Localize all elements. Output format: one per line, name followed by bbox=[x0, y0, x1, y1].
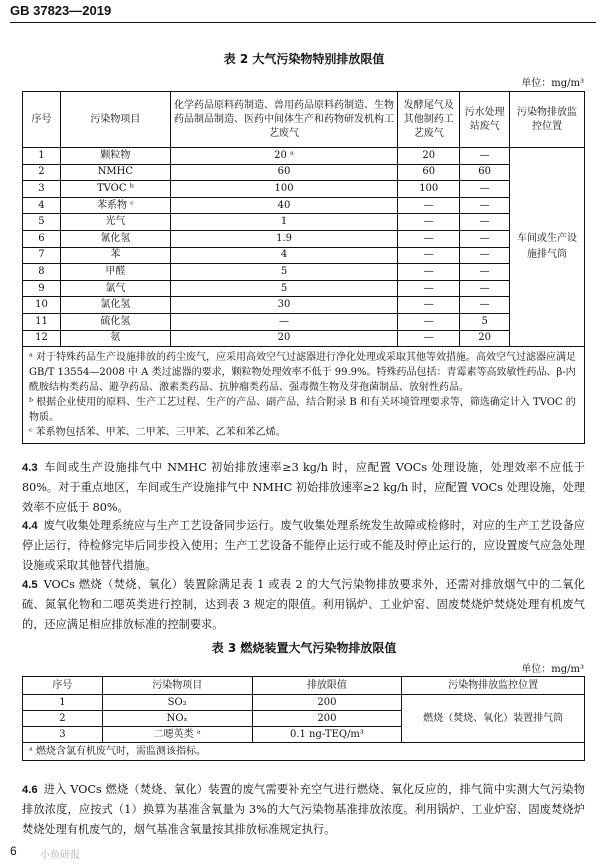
header-cell: 污染物排放监控位置 bbox=[402, 677, 585, 695]
page-number: 6 bbox=[10, 844, 17, 858]
table-cell: — bbox=[170, 313, 398, 330]
standard-number: GB 37823—2019 bbox=[10, 3, 112, 18]
header-cell: 污染物排放监控位置 bbox=[510, 92, 585, 148]
table-cell: 二噁英类 ᵃ bbox=[102, 727, 252, 743]
table-cell: — bbox=[398, 313, 460, 330]
table-cell: — bbox=[398, 214, 460, 231]
table-cell: 60 bbox=[460, 164, 510, 181]
table3-header-row bbox=[23, 677, 585, 695]
table-cell: 40 bbox=[170, 197, 398, 214]
monitor-location-cell: 车间或生产设施排气筒 bbox=[510, 148, 585, 347]
table2-caption: 表 2 大气污染物特别排放限值 bbox=[223, 52, 385, 66]
table2-unit: 单位：mg/m³ bbox=[521, 78, 584, 89]
table-cell: 颗粒物 bbox=[60, 148, 170, 165]
table-row bbox=[23, 181, 585, 198]
table2-header-row bbox=[23, 92, 585, 148]
table-cell: 氯化氢 bbox=[60, 297, 170, 314]
table-cell: NOₓ bbox=[102, 711, 252, 727]
table2-notes-row bbox=[23, 347, 585, 444]
table-cell: 0.1 ng-TEQ/m³ bbox=[252, 727, 402, 743]
table-cell: 10 bbox=[23, 297, 61, 314]
table-cell: — bbox=[460, 197, 510, 214]
table-row bbox=[23, 214, 585, 231]
table-cell: TVOC ᵇ bbox=[60, 181, 170, 198]
table-cell: — bbox=[398, 230, 460, 247]
table3-note: ᵃ 燃烧含氯有机废气时，需监测该指标。 bbox=[23, 743, 585, 761]
table-cell: 8 bbox=[23, 264, 61, 281]
table-cell: 5 bbox=[170, 280, 398, 297]
table-cell: — bbox=[460, 247, 510, 264]
table2-note: ᶜ 苯系物包括苯、甲苯、二甲苯、三甲苯、乙苯和苯乙烯。 bbox=[29, 427, 286, 439]
table-cell: 2 bbox=[23, 711, 103, 727]
section-number: 4.6 bbox=[22, 784, 38, 796]
table-cell: 1.9 bbox=[170, 230, 398, 247]
table3 bbox=[22, 676, 585, 761]
table-cell: 200 bbox=[252, 711, 402, 727]
table-cell: — bbox=[460, 264, 510, 281]
table-cell: 60 bbox=[398, 164, 460, 181]
table-cell: 9 bbox=[23, 280, 61, 297]
table-cell: 20 ᵃ bbox=[170, 148, 398, 165]
table-row bbox=[23, 313, 585, 330]
table-cell: 苯 bbox=[60, 247, 170, 264]
section-text: 进入 VOCs 燃烧（焚烧、氧化）装置的废气需要补充空气进行燃烧、氧化反应的，排气筒中实测大气污染物排放浓度，应按式（1）换算为基准含氧量为 3%的大气污染物基准排放浓度。利用锅炉、工业炉窑、固废焚烧炉焚烧处理有机废气的，烟气基准含氧量按其排放标准规定执行。 bbox=[22, 783, 585, 836]
table-row bbox=[23, 280, 585, 297]
section-4-3 bbox=[22, 458, 585, 518]
table-cell: 甲醛 bbox=[60, 264, 170, 281]
table2-notes bbox=[23, 347, 585, 444]
section-4-4 bbox=[22, 516, 585, 576]
table-cell: — bbox=[398, 264, 460, 281]
table-cell: — bbox=[460, 181, 510, 198]
table-cell: 100 bbox=[398, 181, 460, 198]
table-cell: 5 bbox=[460, 313, 510, 330]
table-cell: — bbox=[460, 230, 510, 247]
header-cell: 序号 bbox=[23, 92, 61, 148]
section-text: 废气收集处理系统应与生产工艺设备同步运行。废气收集处理系统发生故障或检修时，对应的生产工艺设备应停止运行，待检修完毕后同步投入使用；生产工艺设备不能停止运行或不能及时停止运行的，应设置废气应急处理设施或采取其他替代措施。 bbox=[22, 519, 585, 572]
table-cell: 5 bbox=[170, 264, 398, 281]
table3-caption: 表 3 燃烧装置大气污染物排放限值 bbox=[211, 641, 397, 655]
table-row bbox=[23, 148, 585, 165]
table-cell: 60 bbox=[170, 164, 398, 181]
table-cell: 3 bbox=[23, 727, 103, 743]
header-cell: 污染物项目 bbox=[60, 92, 170, 148]
header-cell: 污水处理站废气 bbox=[460, 92, 510, 148]
table-cell: NMHC bbox=[60, 164, 170, 181]
monitor-location-cell: 燃烧（焚烧、氧化）装置排气筒 bbox=[402, 695, 585, 743]
table-row bbox=[23, 297, 585, 314]
watermark: 小鱼研报 bbox=[40, 850, 80, 861]
table-cell: 3 bbox=[23, 181, 61, 198]
table-cell: 20 bbox=[460, 330, 510, 347]
table2-note: ᵇ 根据企业使用的原料、生产工艺过程、生产的产品、副产品，结合附录 B 和有关环境管理要求等，筛选确定计入 TVOC 的物质。 bbox=[29, 397, 576, 424]
table-cell: SO₂ bbox=[102, 695, 252, 711]
table-cell: 苯系物 ᶜ bbox=[60, 197, 170, 214]
header-cell: 序号 bbox=[23, 677, 103, 695]
table-cell: 1 bbox=[23, 695, 103, 711]
header-cell: 发酵尾气及其他制药工艺废气 bbox=[398, 92, 460, 148]
table-cell: 12 bbox=[23, 330, 61, 347]
table3-unit: 单位：mg/m³ bbox=[521, 664, 584, 675]
table-row bbox=[23, 695, 585, 711]
table-cell: 4 bbox=[170, 247, 398, 264]
table-cell: — bbox=[460, 297, 510, 314]
table-cell: 1 bbox=[170, 214, 398, 231]
table-row bbox=[23, 247, 585, 264]
table-cell: 2 bbox=[23, 164, 61, 181]
table-cell: 7 bbox=[23, 247, 61, 264]
table-row bbox=[23, 330, 585, 347]
table-cell: 4 bbox=[23, 197, 61, 214]
table3-note-row bbox=[23, 743, 585, 761]
section-number: 4.3 bbox=[22, 462, 38, 474]
table-cell: 1 bbox=[23, 148, 61, 165]
table-cell: 11 bbox=[23, 313, 61, 330]
table-cell: 20 bbox=[398, 148, 460, 165]
table-cell: — bbox=[460, 280, 510, 297]
table-cell: 氯气 bbox=[60, 280, 170, 297]
table-cell: — bbox=[398, 280, 460, 297]
header-cell: 化学药品原料药制造、兽用药品原料药制造、生物药品制品制造、医药中间体生产和药物研发机构工艺废气 bbox=[170, 92, 398, 148]
table-cell: 5 bbox=[23, 214, 61, 231]
table-cell: 6 bbox=[23, 230, 61, 247]
table-row bbox=[23, 264, 585, 281]
table-cell: — bbox=[398, 297, 460, 314]
table-cell: — bbox=[398, 197, 460, 214]
table-cell: 氨 bbox=[60, 330, 170, 347]
table2-note: ᵃ 对于特殊药品生产设施排放的药尘废气，应采用高效空气过滤器进行净化处理或采取其他等效措施。高效空气过滤器应满足 GB/T 13554—2008 中 A 类过滤器的要求，颗粒物处理效率不低于 99.9%。特殊药品包括：青霉素等高致敏性药品、β-内酰胺结构类药品、避孕药品、激素类药品、抗肿瘤类药品、强毒微生物及芽孢菌制品、放射性药品。 bbox=[29, 352, 577, 394]
section-4-5 bbox=[22, 575, 585, 635]
table-row bbox=[23, 164, 585, 181]
table-cell: — bbox=[398, 330, 460, 347]
table-cell: — bbox=[460, 214, 510, 231]
header-rule bbox=[10, 22, 596, 23]
table-cell: 20 bbox=[170, 330, 398, 347]
header-cell: 污染物项目 bbox=[102, 677, 252, 695]
header-cell: 排放限值 bbox=[252, 677, 402, 695]
table-cell: 200 bbox=[252, 695, 402, 711]
section-number: 4.4 bbox=[22, 520, 38, 532]
table2 bbox=[22, 91, 585, 444]
table-cell: 氰化氢 bbox=[60, 230, 170, 247]
section-4-6 bbox=[22, 780, 585, 840]
table-cell: — bbox=[460, 148, 510, 165]
table-cell: — bbox=[398, 247, 460, 264]
section-number: 4.5 bbox=[22, 579, 38, 591]
section-text: VOCs 燃烧（焚烧、氧化）装置除满足表 1 或表 2 的大气污染物排放要求外，还需对排放烟气中的二氧化硫、氮氧化物和二噁英类进行控制，达到表 3 规定的限值。利用锅炉、工业炉窑、固废焚烧炉焚烧处理有机废气的，还应满足相应排放标准的控制要求。 bbox=[22, 578, 585, 631]
table-cell: 硫化氢 bbox=[60, 313, 170, 330]
table-cell: 100 bbox=[170, 181, 398, 198]
table-row bbox=[23, 230, 585, 247]
table-cell: 30 bbox=[170, 297, 398, 314]
table-cell: 光气 bbox=[60, 214, 170, 231]
table-row bbox=[23, 197, 585, 214]
section-text: 车间或生产设施排气中 NMHC 初始排放速率≥3 kg/h 时，应配置 VOCs 处理设施，处理效率不应低于 80%。对于重点地区，车间或生产设施排气中 NMHC 初始排放速率≥2 kg/h 时，应配置 VOCs 处理设施，处理效率不应低于 80%。 bbox=[22, 461, 585, 514]
